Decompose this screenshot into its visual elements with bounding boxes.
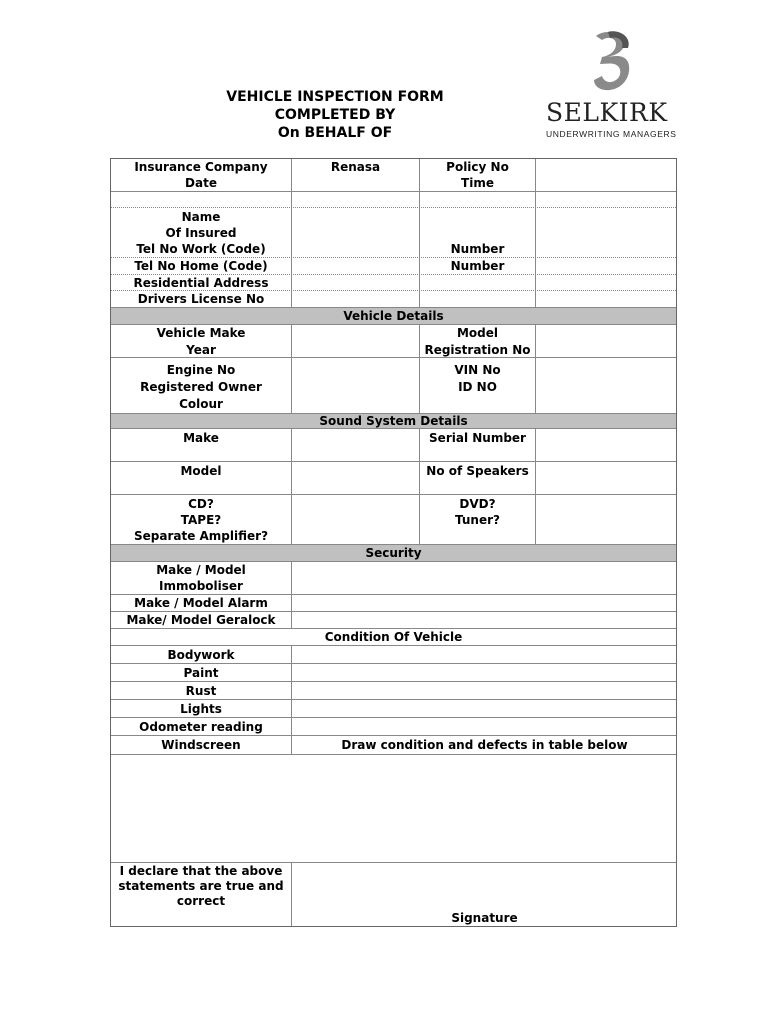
- spacer-row: [111, 192, 676, 208]
- tel-work-field[interactable]: [292, 241, 420, 257]
- signature-field[interactable]: [292, 863, 677, 926]
- rust-field[interactable]: [292, 682, 677, 699]
- geralock-field[interactable]: [292, 612, 677, 628]
- immoboliser-label: Immoboliser: [159, 579, 243, 593]
- year-label: Year: [186, 343, 216, 357]
- odometer-field[interactable]: [292, 718, 677, 735]
- tel-home-field[interactable]: [292, 258, 420, 274]
- windscreen-row: [111, 736, 676, 755]
- paint-row: [111, 664, 676, 682]
- cd-label: CD?: [188, 497, 214, 511]
- logo-tagline: UNDERWRITING MANAGERS: [546, 129, 677, 139]
- draw-condition-label: Draw condition and defects in table below: [341, 738, 628, 752]
- condition-header: Condition Of Vehicle: [111, 629, 676, 646]
- license-field[interactable]: [292, 291, 420, 307]
- immoboliser-field[interactable]: [292, 562, 677, 594]
- make-model-geralock-label: Make/ Model Geralock: [126, 613, 276, 627]
- make-model-label: Make / Model: [156, 563, 246, 577]
- policy-no-label: Policy No: [446, 160, 509, 174]
- engine-no-label: Engine No: [166, 363, 236, 377]
- logo-name: SELKIRK: [546, 98, 668, 127]
- drivers-license-label: Drivers License No: [137, 292, 265, 306]
- bodywork-label: Bodywork: [167, 648, 235, 662]
- make-model-alarm-label: Make / Model Alarm: [134, 596, 268, 610]
- defects-drawing-area[interactable]: [111, 755, 676, 863]
- windscreen-label: Windscreen: [161, 738, 241, 752]
- ss-model-row: [111, 462, 676, 495]
- paint-label: Paint: [183, 666, 219, 680]
- ss-make-label: Make: [183, 431, 219, 445]
- vin-field[interactable]: [536, 358, 677, 413]
- lights-field[interactable]: [292, 700, 677, 717]
- ss-make-field[interactable]: [292, 429, 420, 461]
- number-field-1[interactable]: [536, 241, 677, 257]
- engine-row: [111, 358, 676, 414]
- serial-number-label: Serial Number: [429, 431, 526, 445]
- odometer-label: Odometer reading: [139, 720, 263, 734]
- title-line-1: VEHICLE INSPECTION FORM: [226, 89, 444, 105]
- tel-work-row: [111, 241, 676, 258]
- address-row: [111, 275, 676, 291]
- geralock-row: [111, 612, 676, 629]
- immoboliser-row: [111, 562, 676, 595]
- number-label-1: Number: [450, 242, 505, 256]
- insured-name-field[interactable]: [292, 208, 420, 241]
- separate-amplifier-label: Separate Amplifier?: [133, 529, 269, 543]
- tel-work-label: Tel No Work (Code): [136, 242, 266, 256]
- number-field-2[interactable]: [536, 258, 677, 274]
- insured-name-row: [111, 208, 676, 241]
- paint-field[interactable]: [292, 664, 677, 681]
- registered-owner-label: Registered Owner: [140, 380, 262, 394]
- number-label-2: Number: [450, 259, 505, 273]
- tape-label: TAPE?: [180, 513, 222, 527]
- declare-line-1: I declare that the above: [119, 864, 283, 878]
- serial-number-field[interactable]: [536, 429, 677, 461]
- media-row: [111, 495, 676, 545]
- alarm-field[interactable]: [292, 595, 677, 611]
- vehicle-details-header: Vehicle Details: [111, 308, 676, 325]
- residential-address-label: Residential Address: [133, 276, 269, 290]
- time-label: Time: [461, 176, 494, 190]
- sound-system-header: Sound System Details: [111, 414, 676, 429]
- ss-model-label: Model: [180, 464, 222, 478]
- inspection-form: [110, 158, 677, 927]
- odometer-row: [111, 718, 676, 736]
- policy-no-field[interactable]: [536, 159, 677, 191]
- selkirk-mark-icon: [588, 30, 634, 92]
- signature-label: Signature: [451, 911, 518, 925]
- no-of-speakers-label: No of Speakers: [426, 464, 529, 478]
- vehicle-make-row: [111, 325, 676, 358]
- declare-line-2: statements are true and: [118, 879, 284, 893]
- colour-label: Colour: [179, 397, 223, 411]
- ss-make-row: [111, 429, 676, 462]
- title-line-2: COMPLETED BY: [274, 107, 396, 123]
- speakers-field[interactable]: [536, 462, 677, 494]
- dvd-label: DVD?: [459, 497, 496, 511]
- selkirk-logo: [540, 30, 680, 145]
- registration-field[interactable]: [536, 325, 677, 357]
- tuner-label: Tuner?: [455, 513, 500, 527]
- declaration-row: [111, 863, 676, 926]
- bodywork-row: [111, 646, 676, 664]
- rust-label: Rust: [185, 684, 217, 698]
- declare-line-3: correct: [176, 894, 226, 908]
- form-title: [200, 88, 470, 142]
- address-field[interactable]: [292, 275, 420, 290]
- date-label: Date: [185, 176, 217, 190]
- rust-row: [111, 682, 676, 700]
- registration-no-label: Registration No: [424, 343, 531, 357]
- renasa-label: Renasa: [330, 160, 381, 174]
- insurer-row: [111, 159, 676, 192]
- dvd-field[interactable]: [536, 495, 677, 544]
- of-insured-label: Of Insured: [165, 226, 237, 240]
- vin-no-label: VIN No: [454, 363, 501, 377]
- bodywork-field[interactable]: [292, 646, 677, 663]
- vehicle-make-label: Vehicle Make: [156, 326, 246, 340]
- insurance-company-label: Insurance Company: [134, 160, 268, 174]
- id-no-label: ID NO: [458, 380, 497, 394]
- ss-model-field[interactable]: [292, 462, 420, 494]
- cd-field[interactable]: [292, 495, 420, 544]
- model-label: Model: [456, 326, 499, 340]
- title-line-3: On BEHALF OF: [277, 125, 393, 141]
- alarm-row: [111, 595, 676, 612]
- name-label: Name: [181, 210, 221, 224]
- license-row: [111, 291, 676, 308]
- engine-no-field[interactable]: [292, 358, 420, 413]
- security-header: Security: [111, 545, 676, 562]
- tel-home-row: [111, 258, 676, 275]
- lights-row: [111, 700, 676, 718]
- lights-label: Lights: [180, 702, 222, 716]
- vehicle-make-field[interactable]: [292, 325, 420, 357]
- tel-home-label: Tel No Home (Code): [134, 259, 268, 273]
